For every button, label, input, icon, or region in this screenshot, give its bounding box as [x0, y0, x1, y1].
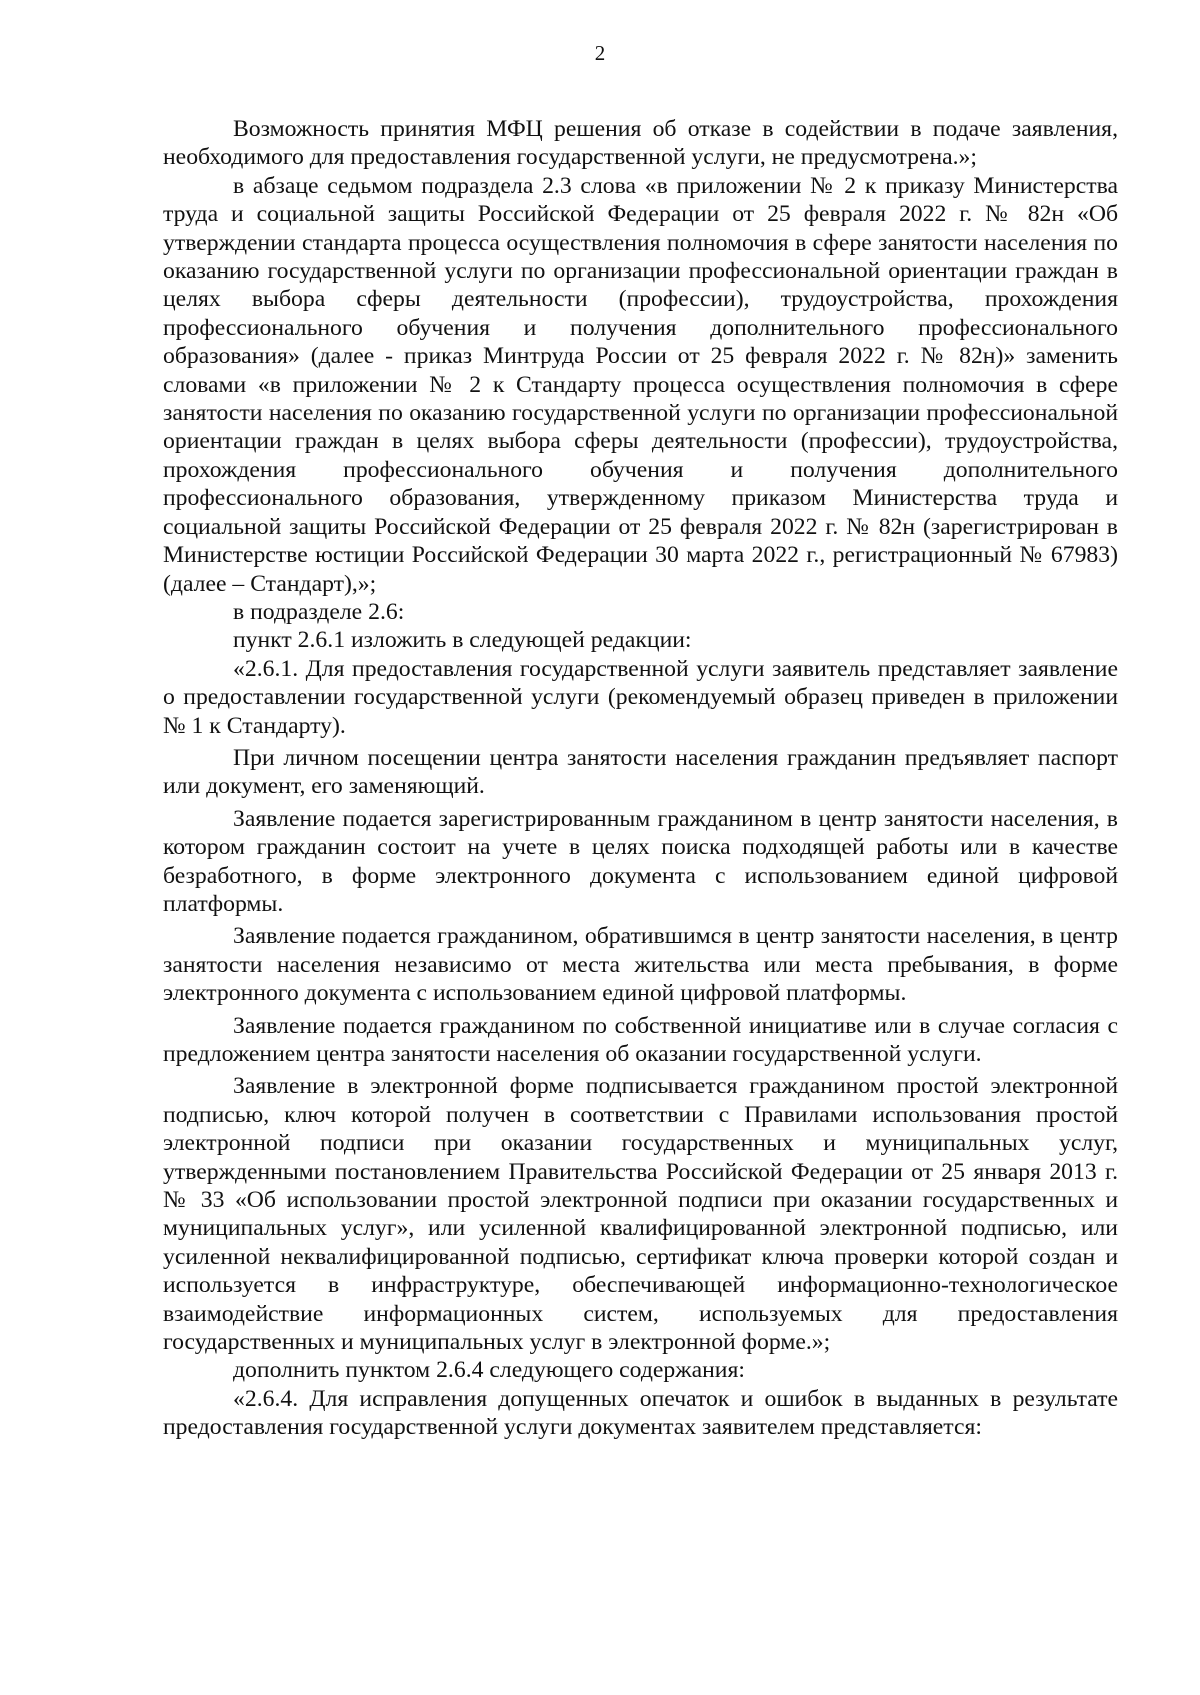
paragraph-mfc-refusal: Возможность принятия МФЦ решения об отказе в содействии в подаче заявления, необходимого для предоставления государственной услуги, не предусмотрена.»; [163, 116, 1118, 171]
paragraph-own-initiative: Заявление подается гражданином по собственной инициативе или в случае согласия с предложением центра занятости населения об оказании государственной услуги. [163, 1012, 1118, 1067]
paragraph-item-2-6-4: «2.6.4. Для исправления допущенных опечаток и ошибок в выданных в результате предоставления государственной услуги документах заявителем представляется: [163, 1385, 1118, 1441]
document-body [163, 115, 1118, 1442]
paragraph-subsection-2-3-amendment: в абзаце седьмом подраздела 2.3 слова «в приложении № 2 к приказу Министерства труда и социальной защиты Российской Федерации от 25 февраля 2022 г. № 82н «Об утверждении стандарта процесса осуществления полномочия в сфере занятости населения по оказанию государственной услуги по организации профессиональной ориентации граждан в целях выбора сферы деятельности (профессии), трудоустройства, прохождения профессионального обучения и получения дополнительного профессионального образования» (далее - приказ Минтруда России от 25 февраля 2022 г. № 82н)» заменить словами «в приложении № 2 к Стандарту процесса осуществления полномочия в сфере занятости населения по оказанию государственной услуги по организации профессиональной ориентации граждан в целях выбора сферы деятельности (профессии), трудоустройства, прохождения профессионального обучения и получения дополнительного профессионального образования, утвержденному приказом Министерства труда и социальной защиты Российской Федерации от 25 февраля 2022 г. № 82н (зарегистрирован в Министерстве юстиции Российской Федерации 30 марта 2022 г., регистрационный № 67983) (далее – Стандарт),»; [163, 172, 1118, 597]
paragraph-item-2-6-1-intro: пункт 2.6.1 изложить в следующей редакции: [233, 627, 692, 654]
paragraph-applying-citizen: Заявление подается гражданином, обратившимся в центр занятости населения, в центр занятости населения независимо от места жительства или места пребывания, в форме электронного документа с использованием единой цифровой платформы. [163, 923, 1118, 1007]
page-number: 2 [594, 41, 606, 65]
paragraph-registered-citizen: Заявление подается зарегистрированным гражданином в центр занятости населения, в котором гражданин состоит на учете в целях поиска подходящей работы или в качестве безработного, в форме электронного документа с использованием единой цифровой платформы. [163, 805, 1118, 917]
paragraph-item-2-6-1: «2.6.1. Для предоставления государственной услуги заявитель представляет заявление о предоставлении государственной услуги (рекомендуемый образец приведен в приложении № 1 к Стандарту). [163, 655, 1118, 739]
paragraph-electronic-signature: Заявление в электронной форме подписывается гражданином простой электронной подписью, ключ которой получен в соответствии с Правилами использования простой электронной подписи при оказании государственных и муниципальных услуг, утвержденными постановлением Правительства Российской Федерации от 25 января 2013 г. № 33 «Об использовании простой электронной подписи при оказании государственных и муниципальных услуг», или усиленной квалифицированной электронной подписью, или усиленной неквалифицированной подписью, сертификат ключа проверки которой создан и используется в инфраструктуре, обеспечивающей информационно-технологическое взаимодействие информационных систем, используемых для предоставления государственных и муниципальных услуг в электронной форме.»; [163, 1073, 1118, 1356]
paragraph-add-item-2-6-4: дополнить пунктом 2.6.4 следующего содержания: [233, 1357, 745, 1384]
paragraph-passport: При личном посещении центра занятости населения гражданин предъявляет паспорт или документ, его заменяющий. [163, 744, 1118, 800]
paragraph-subsection-2-6: в подразделе 2.6: [233, 598, 405, 625]
